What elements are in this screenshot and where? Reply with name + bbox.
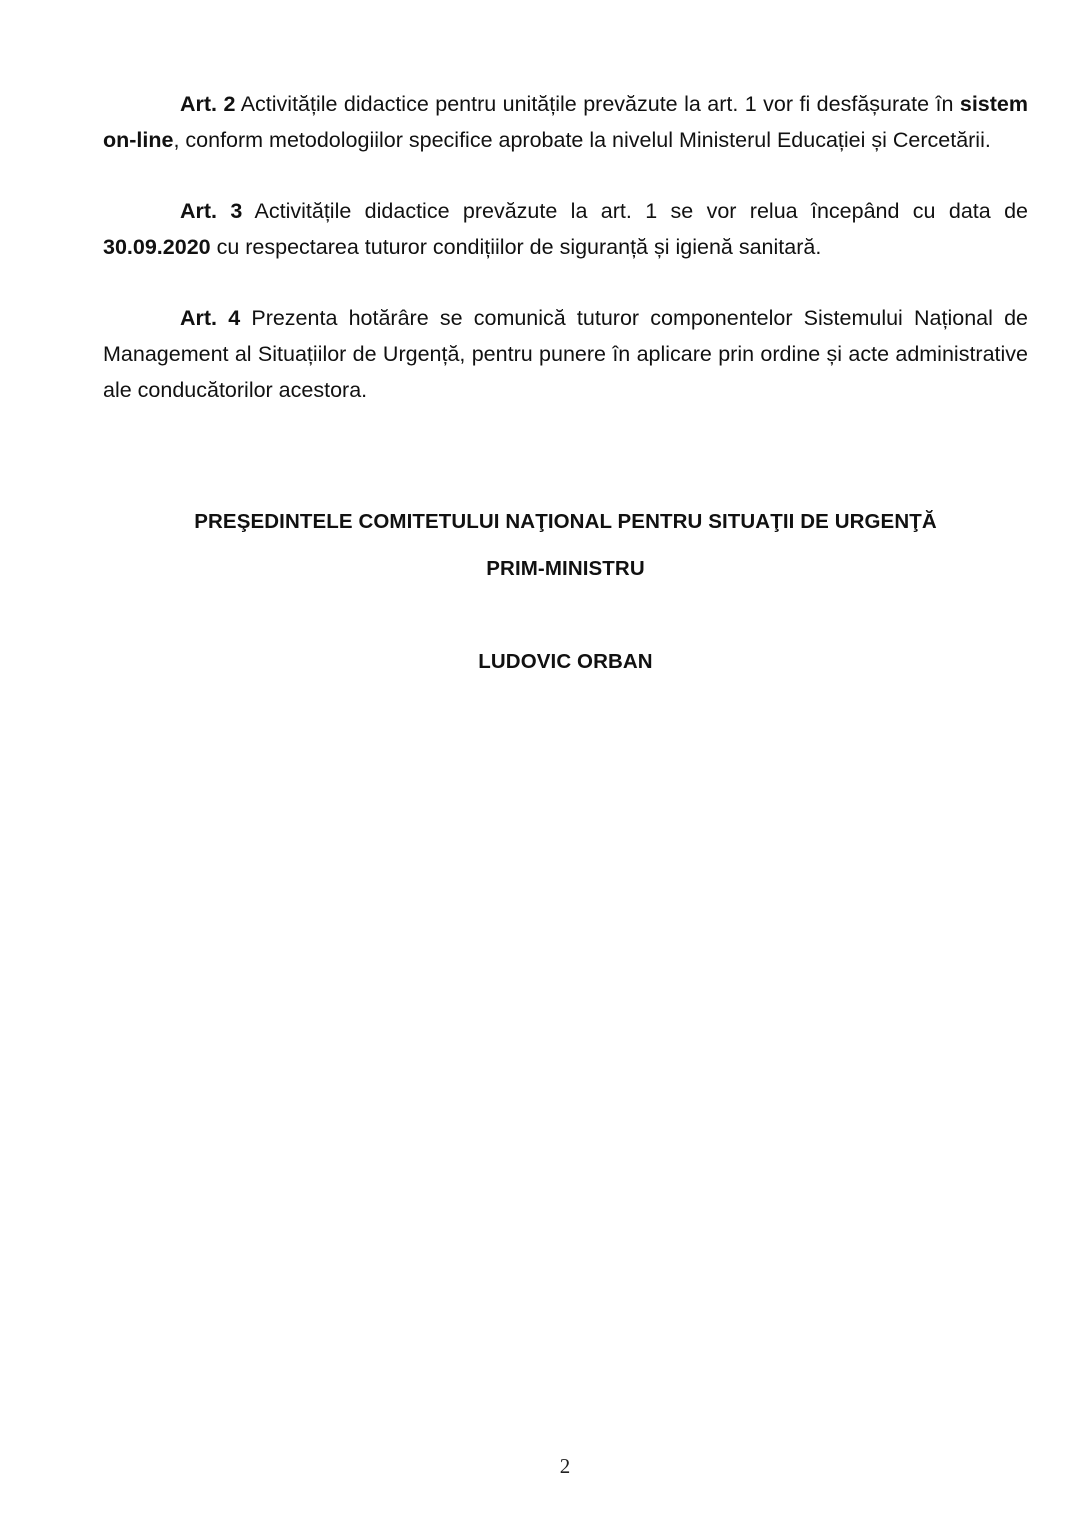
page-number: 2	[559, 1454, 571, 1478]
article-3-text-before: Activitățile didactice prevăzute la art. 1 se vor relua începând cu data de	[242, 199, 1028, 223]
article-3-text-after: cu respectarea tuturor condițiilor de siguranță și igienă sanitară.	[210, 235, 822, 259]
article-2	[103, 86, 1028, 158]
article-3-label: Art. 3	[180, 199, 243, 223]
article-2-label: Art. 2	[180, 92, 236, 116]
signature-title: PREŞEDINTELE COMITETULUI NAŢIONAL PENTRU SITUAŢII DE URGENŢĂ	[194, 510, 937, 533]
signature-role: PRIM-MINISTRU	[486, 557, 645, 580]
article-3	[103, 193, 1028, 265]
article-3-date: 30.09.2020	[103, 235, 211, 259]
article-4-text: Prezenta hotărâre se comunică tuturor componentelor Sistemului Național de Management al Situațiilor de Urgență, pentru punere în aplicare prin ordine și acte administrative ale conducătorilor acestora.	[103, 306, 1028, 402]
signatory-name: LUDOVIC ORBAN	[478, 650, 653, 673]
article-4-label: Art. 4	[180, 306, 241, 330]
article-2-text-after: , conform metodologiilor specifice aprobate la nivelul Ministerul Educației și Cercetării.	[173, 128, 991, 152]
document-body	[103, 86, 1028, 443]
article-2-emphasis: sistem on-line	[103, 92, 1028, 152]
article-2-text-before: Activitățile didactice pentru unitățile prevăzute la art. 1 vor fi desfășurate în	[235, 92, 960, 116]
article-4	[103, 300, 1028, 408]
